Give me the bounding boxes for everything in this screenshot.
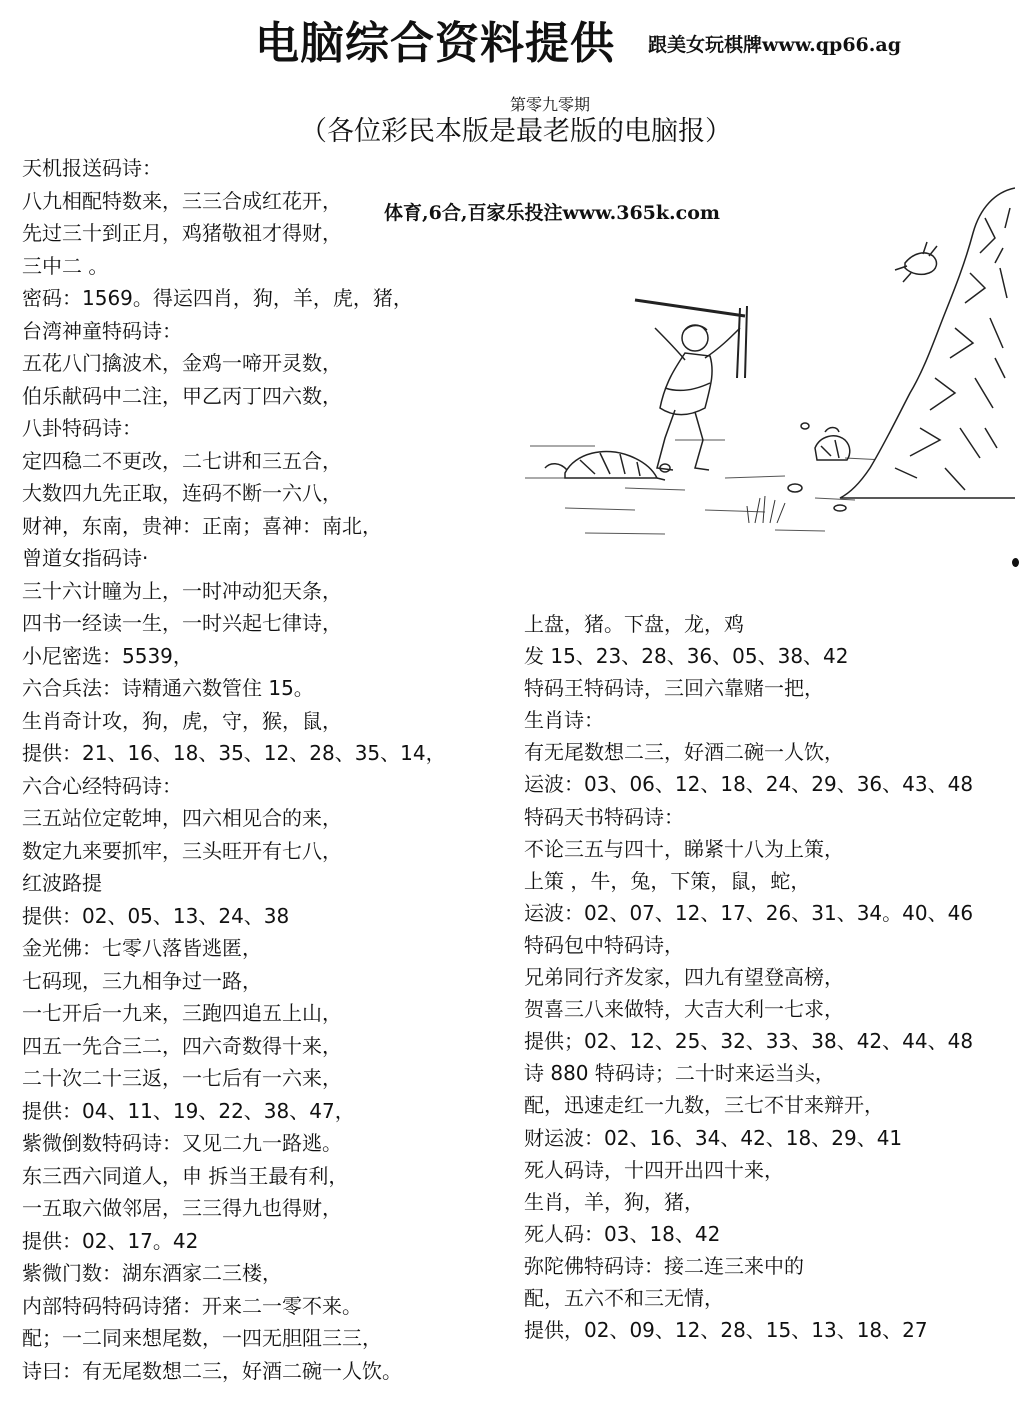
grass	[747, 496, 785, 523]
text-line: 运波：02、07、12、17、26、31、34。40、46	[524, 900, 974, 925]
text-line: 财运波：02、16、34、42、18、29、41	[524, 1125, 903, 1150]
text-line: 配；一二同来想尾数，一四无胆阻三三，	[22, 1326, 382, 1350]
man-figure	[635, 300, 747, 470]
text-line: 四五一先合三二，四六奇数得十来，	[22, 1033, 342, 1058]
text-line: 弥陀佛特码诗：接二连三来中的	[524, 1253, 804, 1278]
text-line: 二十次二十三返，一七后有一六来，	[22, 1066, 342, 1090]
text-line: 小尼密选：5539，	[22, 643, 193, 668]
turtle-right-icon	[815, 428, 850, 461]
left-column	[22, 152, 500, 1387]
text-line: 配，迅速走红一九数，三七不甘来辩开，	[524, 1093, 884, 1118]
text-line: 提供：02、05、13、24、38	[22, 903, 290, 928]
text-line: 六合心经特码诗：	[22, 773, 182, 798]
text-line: 曾道女指码诗·	[22, 546, 149, 570]
text-line: 金光佛：七零八落皆逃匿，	[22, 936, 262, 960]
text-line: 发 15、23、28、36、05、38、42	[524, 644, 849, 669]
text-line: 提供：04、11、19、22、38、47，	[22, 1098, 355, 1123]
text-line: 内部特码特码诗猪：开来二一零不来。	[22, 1293, 362, 1318]
text-line: 提供；02、12、25、32、33、38、42、44、48	[524, 1029, 974, 1054]
text-line: 运波：03、06、12、18、24、29、36、43、48	[524, 772, 974, 797]
text-line: 生肖，羊，狗，猪，	[524, 1189, 704, 1214]
text-line: 贺喜三八来做特，大吉大利一七求，	[524, 997, 844, 1022]
text-line: 东三西六同道人，申 拆当王最有利，	[22, 1163, 349, 1188]
text-line: 数定九来要抓牢，三头旺开有七八，	[22, 838, 342, 863]
text-line: 密码：1569。得运四肖，狗，羊，虎，猪，	[22, 286, 413, 310]
text-line: 特码天书特码诗：	[524, 804, 684, 829]
text-line: 三中二 。	[22, 253, 109, 278]
text-line: 定四稳二不更改，二七讲和三五合，	[22, 448, 342, 473]
text-line: 六合兵法：诗精通六数管住 15。	[22, 676, 314, 700]
ad-banner-top[interactable]: 跟美女玩棋牌www.qp66.ag	[648, 34, 901, 56]
text-line: 财神，东南，贵神：正南；喜神：南北，	[22, 513, 382, 538]
text-line: 先过三十到正月，鸡猪敬祖才得财，	[22, 221, 342, 245]
text-line: 不论三五与四十，睇紧十八为上策，	[524, 836, 844, 861]
ground-lines	[525, 440, 885, 534]
text-line: 提供：02、17。42	[22, 1228, 199, 1253]
text-line: 有无尾数想二三，好酒二碗一人饮，	[524, 740, 844, 765]
text-line: 伯乐献码中二注，甲乙丙丁四六数，	[22, 383, 342, 408]
text-line: 诗 880 特码诗；二十时来运当头，	[524, 1061, 835, 1086]
page-subtitle: （各位彩民本版是最老版的电脑报）	[300, 116, 732, 147]
text-line: 三十六计瞳为上，一时冲动犯天条，	[22, 578, 342, 603]
text-line: 台湾神童特码诗：	[22, 318, 182, 343]
text-line: 红波路提	[22, 871, 102, 895]
text-line: 八九相配特数来，三三合成红花开，	[22, 188, 342, 213]
text-line: 生肖奇计攻，狗，虎，守，猴，鼠，	[22, 708, 342, 733]
text-line: 提供，02、09、12、28、15、13、18、27	[524, 1318, 928, 1343]
cliff	[840, 188, 1015, 498]
text-line: 死人码：03、18、42	[524, 1221, 721, 1246]
text-line: 八卦特码诗：	[22, 416, 142, 440]
illustration	[525, 178, 1015, 543]
text-line: 配，五六不和三无情，	[524, 1285, 724, 1310]
text-line: 紫微倒数特码诗：又见二九一路逃。	[22, 1131, 342, 1155]
text-line: 四书一经读一生，一时兴起七律诗，	[22, 611, 342, 635]
text-line: 大数四九先正取，连码不断一六八，	[22, 481, 342, 505]
text-line: 上策 ，牛，兔，下策，鼠，蛇，	[524, 868, 811, 893]
text-line: 三五站位定乾坤，四六相见合的来，	[22, 806, 342, 830]
text-line: 七码现，三九相争过一路，	[22, 968, 262, 993]
text-line: 特码包中特码诗，	[524, 932, 684, 957]
turtle-left-icon	[545, 451, 665, 480]
text-line: 天机报送码诗：	[22, 156, 162, 180]
text-line: 特码王特码诗，三回六靠赌一把，	[524, 676, 824, 701]
page-title: 电脑综合资料提供	[255, 18, 615, 69]
text-line: 一五取六做邻居，三三得九也得财，	[22, 1196, 342, 1220]
text-line: 上盘，猪。下盘，龙，鸡	[524, 612, 744, 636]
text-line: 兄弟同行齐发家，四九有望登高榜，	[524, 965, 844, 990]
text-line: 死人码诗，十四开出四十来，	[524, 1157, 784, 1182]
text-line: 一七开后一九来，三跑四追五上山，	[22, 1001, 342, 1025]
text-line: 紫微门数：湖东酒家二三楼，	[22, 1261, 282, 1285]
edge-dot	[1012, 558, 1019, 567]
text-line: 五花八门擒波术，金鸡一啼开灵数，	[22, 351, 342, 375]
right-column	[524, 608, 1018, 1346]
text-line: 诗曰：有无尾数想二三，好酒二碗一人饮。	[22, 1358, 402, 1383]
text-line: 生肖诗：	[524, 708, 604, 733]
issue-number: 第零九零期	[510, 95, 591, 114]
creature-icon	[895, 242, 937, 282]
text-line: 提供：21、16、18、35、12、28、35、14，	[22, 741, 446, 765]
ad-banner-middle[interactable]: 体育,6合,百家乐投注www.365k.com	[384, 202, 721, 224]
